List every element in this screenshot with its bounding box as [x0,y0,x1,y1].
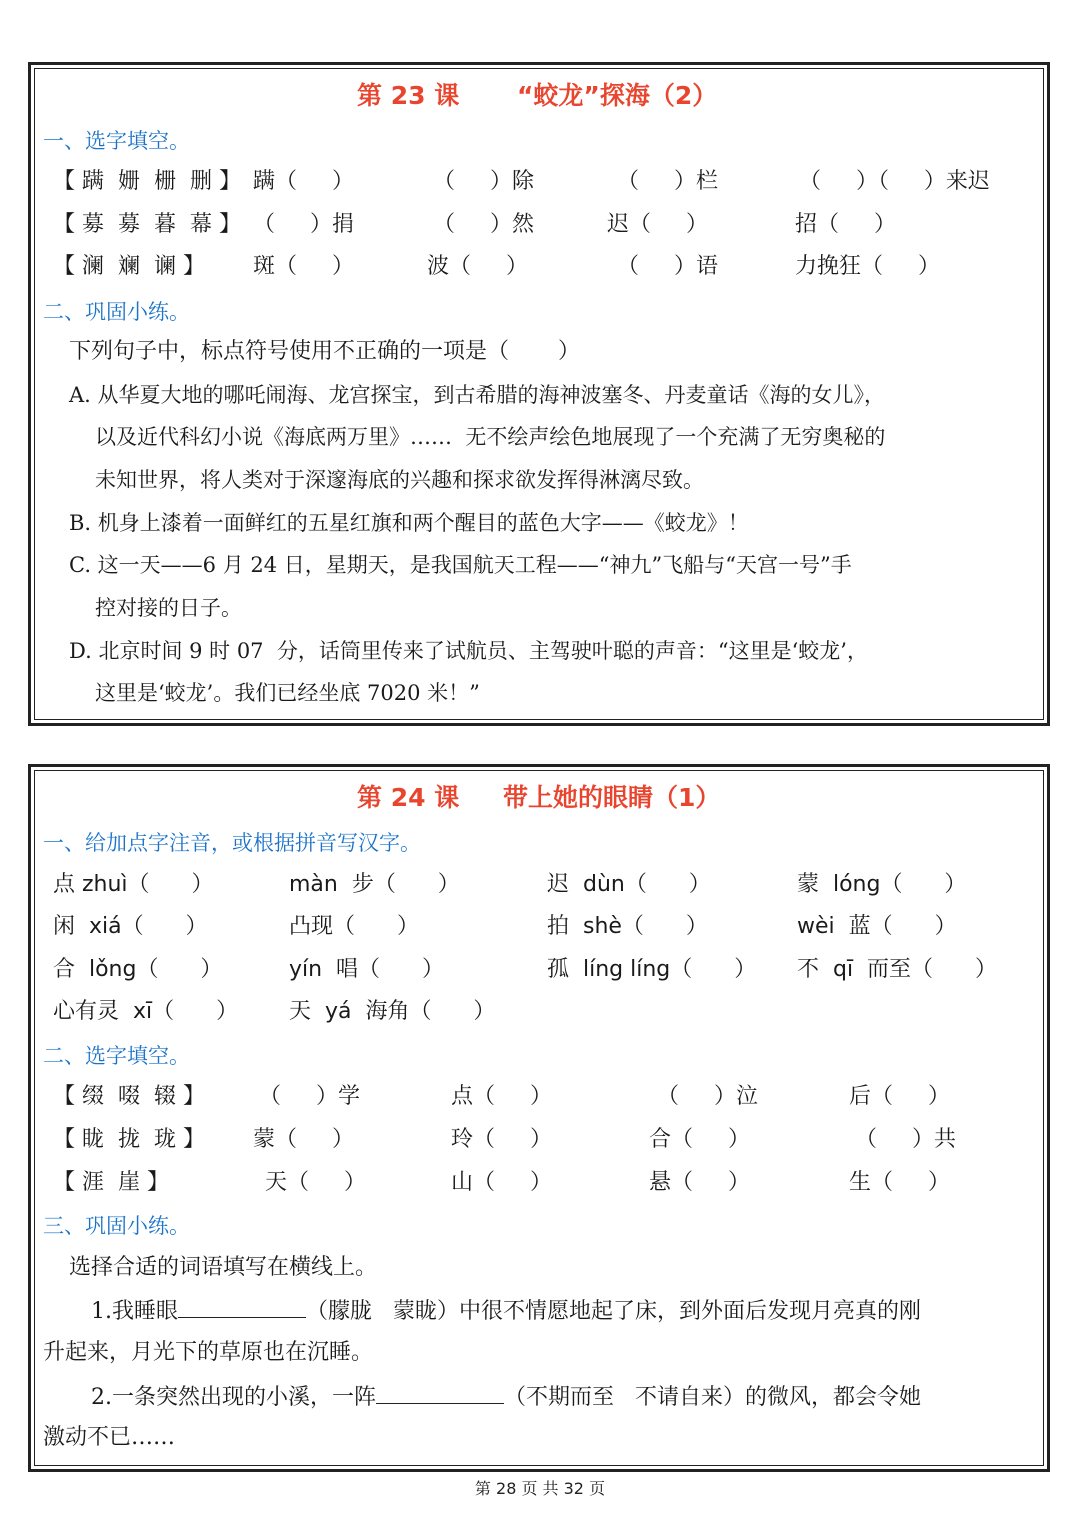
fill-item: 生（ ） [849,1170,950,1195]
option-d: D. 北京时间 9 时 07 分，话筒里传来了试航员、主驾驶叶聪的声音：“这里是‘蛟龙’， [69,639,868,663]
pinyin-item: 不 qī 而至（ ） [797,957,998,982]
fill-item: 后（ ） [849,1084,950,1109]
section-heading: 三、巩固小练。 [43,1214,190,1238]
fill-item: 蒙（ ） [253,1127,354,1152]
lesson-24-box [28,764,1050,1472]
lesson-23-box [28,62,1050,726]
pinyin-item: wèi 蓝（ ） [797,914,957,939]
question-2 [91,1381,921,1413]
answer-blank[interactable] [178,1295,306,1318]
lesson-23-number: 第 23 课 [357,81,460,110]
lesson-23-title: “蛟龙”探海（2） [517,81,718,110]
question-1 [91,1295,921,1327]
fill-item: 点（ ） [451,1084,552,1109]
fill-item: （ ）学 [259,1084,360,1109]
section-heading: 一、选字填空。 [43,129,190,153]
pinyin-item: 天 yá 海角（ ） [289,999,496,1024]
pinyin-item: 拍 shè（ ） [547,914,708,939]
question-1-start: 1.我睡眼 [91,1299,178,1324]
answer-blank[interactable] [376,1381,504,1404]
fill-item: 招（ ） [795,212,896,237]
pinyin-item: 合 lǒng（ ） [53,957,223,982]
fill-item: 山（ ） [451,1170,552,1195]
fill-item: 合（ ） [649,1127,750,1152]
pinyin-item: 心有灵 xī（ ） [53,999,239,1024]
question-stem: 下列句子中，标点符号使用不正确的一项是（ ） [69,339,580,364]
question-2-start: 2.一条突然出现的小溪，一阵 [91,1385,376,1410]
option-a: A. 从华夏大地的哪吒闹海、龙宫探宝，到古希腊的海神波塞冬、丹麦童话《海的女儿》， [69,383,886,407]
fill-item: （ ）除 [433,169,534,194]
pinyin-item: yín 唱（ ） [289,957,445,982]
fill-item: 天（ ） [265,1170,366,1195]
question-1-cont: 升起来，月光下的草原也在沉睡。 [43,1340,374,1365]
fill-item: 力挽狂（ ） [795,254,940,279]
question-2-cont: 激动不已…… [43,1425,176,1450]
option-a-cont: 以及近代科幻小说《海底两万里》…… 无不绘声绘色地展现了一个充满了无穷奥秘的 [95,425,886,449]
fill-item: 迟（ ） [607,212,708,237]
pinyin-item: 蒙 lóng（ ） [797,872,967,897]
fill-item: 悬（ ） [649,1170,750,1195]
pinyin-item: 凸现（ ） [289,914,419,939]
fill-item: 斑（ ） [253,254,354,279]
pinyin-item: 点 zhuì（ ） [53,872,214,897]
char-group: 【 募 募 暮 幕 】 [53,212,241,237]
section-heading: 二、巩固小练。 [43,300,190,324]
option-b: B. 机身上漆着一面鲜红的五星红旗和两个醒目的蓝色大字——《蛟龙》！ [69,511,749,535]
char-group: 【 澜 斓 谰 】 [53,254,205,279]
fill-item: 蹒（ ） [253,169,354,194]
question-1-end: （朦胧 蒙眬）中很不情愿地起了床，到外面后发现月亮真的刚 [306,1299,921,1324]
instruction: 选择合适的词语填写在横线上。 [69,1255,378,1280]
fill-item: （ ）（ ）来迟 [799,169,990,194]
char-group: 【 缀 啜 辍 】 [53,1084,205,1109]
fill-item: 玲（ ） [451,1127,552,1152]
fill-item: （ ）捐 [253,212,354,237]
pinyin-item: 闲 xiá（ ） [53,914,208,939]
option-c-cont: 控对接的日子。 [95,596,242,620]
fill-item: （ ）语 [617,254,718,279]
fill-item: 波（ ） [427,254,528,279]
char-group: 【 眬 拢 珑 】 [53,1127,205,1152]
option-a-cont: 未知世界，将人类对于深邃海底的兴趣和探求欲发挥得淋漓尽致。 [95,468,704,492]
lesson-24-title: 带上她的眼睛（1） [503,783,721,812]
option-d-cont: 这里是‘蛟龙’。我们已经坐底 7020 米！” [95,681,480,705]
pinyin-item: 迟 dùn（ ） [547,872,711,897]
lesson-24-number: 第 24 课 [357,783,460,812]
fill-item: （ ）然 [433,212,534,237]
section-heading: 二、选字填空。 [43,1044,190,1068]
pinyin-item: 孤 líng líng（ ） [547,957,757,982]
fill-item: （ ）泣 [657,1084,758,1109]
fill-item: （ ）栏 [617,169,718,194]
option-c: C. 这一天——6 月 24 日，星期天，是我国航天工程——“神九”飞船与“天宫一号”手 [69,553,852,577]
pinyin-item: màn 步（ ） [289,872,460,897]
section-heading: 一、给加点字注音，或根据拼音写汉字。 [43,831,421,855]
page-footer: 第 28 页 共 32 页 [474,1479,606,1498]
question-2-end: （不期而至 不请自来）的微风，都会令她 [504,1385,921,1410]
char-group: 【 涯 崖 】 [53,1170,169,1195]
fill-item: （ ）共 [855,1127,956,1152]
char-group: 【 蹒 姗 栅 删 】 [53,169,241,194]
